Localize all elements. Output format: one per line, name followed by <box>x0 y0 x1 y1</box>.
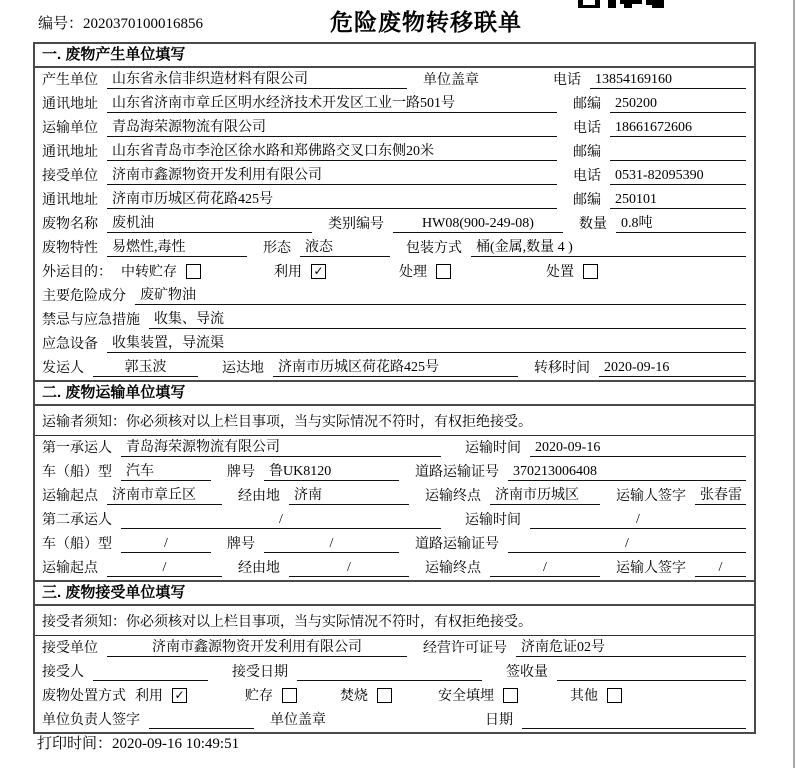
receiver-phone-value: 0531-82095390 <box>610 168 746 185</box>
carrier1-time-value: 2020-09-16 <box>530 440 746 457</box>
vehicle1-permit-label: 道路运输证号 <box>415 465 499 480</box>
purpose-utilize-label: 利用 <box>274 265 302 280</box>
vehicle1-type-value: 汽车 <box>121 460 211 481</box>
responsible-sign-value <box>149 712 254 729</box>
license-label: 经营许可证号 <box>423 641 507 656</box>
vehicle1-plate-value: 鲁UK8120 <box>264 460 399 481</box>
receiver-notice-row <box>35 606 754 636</box>
print-time-label: 打印时间： <box>37 736 113 752</box>
carrier1-row <box>35 436 754 460</box>
purpose-label: 外运目的： <box>42 265 112 280</box>
transfer-form <box>33 42 756 734</box>
disposal-landfill-checkbox <box>503 688 518 703</box>
serial-label: 编号： <box>38 16 84 32</box>
receive-date-label: 接受日期 <box>232 665 288 680</box>
vehicle2-plate-label: 牌号 <box>227 537 255 552</box>
taboo-row <box>35 308 754 332</box>
transporter-address-value: 山东省青岛市李沧区徐水路和郑佛路交叉口东侧20米 <box>107 140 557 161</box>
disposal-store-checkbox <box>282 688 297 703</box>
vehicle1-permit-value: 370213006408 <box>508 464 746 481</box>
print-time-value: 2020-09-16 10:49:51 <box>112 736 240 752</box>
purpose-treat-label: 处理 <box>399 265 427 280</box>
route2-via-value: / <box>289 560 409 577</box>
purpose-option-treat <box>399 261 546 281</box>
receiver-zip-value: 250101 <box>610 192 746 209</box>
hazard-row <box>35 284 754 308</box>
disposal-method-row <box>35 684 754 708</box>
producer-value: 山东省永信非织造材料有限公司 <box>107 68 407 89</box>
receiver-address-value: 济南市历城区荷花路425号 <box>107 188 557 209</box>
transporter-address-label: 通讯地址 <box>42 145 98 160</box>
waste-props-label: 废物特性 <box>42 241 98 256</box>
vehicle2-row <box>35 532 754 556</box>
receiving-unit-label: 接受单位 <box>42 641 98 656</box>
receiver-label: 接受单位 <box>42 169 98 184</box>
receiver-address-row <box>35 188 754 212</box>
waste-category-label: 类别编号 <box>328 217 384 232</box>
disposal-incinerate-label: 焚烧 <box>340 689 368 704</box>
purpose-option-dispose <box>546 261 598 281</box>
route2-origin-value: / <box>107 560 222 577</box>
receiver-zip-label: 邮编 <box>573 193 601 208</box>
producer-address-value: 山东省济南市章丘区明水经济技术开发区工业一路501号 <box>107 92 557 113</box>
carrier2-row <box>35 508 754 532</box>
transporter-phone-value: 18661672606 <box>610 120 746 137</box>
unit-stamp-label-bottom: 单位盖章 <box>270 713 326 728</box>
responsible-sign-row <box>35 708 754 732</box>
serial-number <box>38 12 203 33</box>
section3-header: 三. 废物接受单位填写 <box>35 580 754 606</box>
disposal-option-landfill <box>438 685 570 705</box>
shipper-row <box>35 356 754 380</box>
carrier1-time-label: 运输时间 <box>465 441 521 456</box>
carrier2-label: 第二承运人 <box>42 513 112 528</box>
destination-label: 运达地 <box>222 361 264 376</box>
route1-row <box>35 484 754 508</box>
waste-props-row <box>35 236 754 260</box>
route1-signature-value: 张春雷 <box>695 484 746 505</box>
carrier2-value: / <box>121 512 441 529</box>
waste-category-value: HW08(900-249-08) <box>393 216 563 233</box>
carrier2-time-label: 运输时间 <box>465 513 521 528</box>
equipment-row <box>35 332 754 356</box>
route1-origin-value: 济南市章丘区 <box>107 484 222 505</box>
disposal-option-store <box>245 685 340 705</box>
receiver-value: 济南市鑫源物资开发利用有限公司 <box>107 164 557 185</box>
disposal-option-utilize <box>135 685 245 705</box>
receiver-person-row <box>35 660 754 684</box>
responsible-sign-label: 单位负责人签字 <box>42 713 140 728</box>
disposal-other-label: 其他 <box>570 689 598 704</box>
vehicle2-type-value: / <box>121 536 211 553</box>
purpose-option-utilize <box>274 261 399 281</box>
route1-end-label: 运输终点 <box>425 489 481 504</box>
route1-via-value: 济南 <box>289 484 409 505</box>
producer-address-label: 通讯地址 <box>42 97 98 112</box>
route1-signature-label: 运输人签字 <box>616 489 686 504</box>
purpose-option-transfer <box>121 261 274 281</box>
transfer-date-value: 2020-09-16 <box>599 360 746 377</box>
packing-value: 桶(金属,数量 4 ) <box>471 236 746 257</box>
date-value <box>522 712 746 729</box>
producer-phone-value: 13854169160 <box>590 72 746 89</box>
receiver-person-label: 接受人 <box>42 665 84 680</box>
producer-phone-label: 电话 <box>553 73 581 88</box>
route2-via-label: 经由地 <box>238 561 280 576</box>
purpose-dispose-checkbox <box>583 264 598 279</box>
receiver-person-value <box>93 664 208 681</box>
license-value: 济南危证02号 <box>516 636 746 657</box>
route2-end-label: 运输终点 <box>425 561 481 576</box>
qr-code-fragment-icon <box>578 0 664 8</box>
vehicle1-plate-label: 牌号 <box>227 465 255 480</box>
purpose-transfer-checkbox <box>186 264 201 279</box>
disposal-utilize-label: 利用 <box>135 689 163 704</box>
transfer-date-label: 转移时间 <box>534 361 590 376</box>
waste-quantity-label: 数量 <box>579 217 607 232</box>
route1-end-value: 济南市历城区 <box>490 484 600 505</box>
receiving-unit-value: 济南市鑫源物资开发利用有限公司 <box>107 636 407 657</box>
purpose-utilize-checkbox: ✓ <box>311 264 326 279</box>
route2-row <box>35 556 754 580</box>
vehicle2-plate-value: / <box>264 536 399 553</box>
disposal-incinerate-checkbox <box>377 688 392 703</box>
waste-form-value: 液态 <box>300 236 390 257</box>
route2-signature-value: / <box>695 560 746 577</box>
transporter-address-row <box>35 140 754 164</box>
purpose-dispose-label: 处置 <box>546 265 574 280</box>
shipper-label: 发运人 <box>42 361 84 376</box>
disposal-method-label: 废物处置方式 <box>42 689 126 704</box>
receiving-unit-row <box>35 636 754 660</box>
section2-header: 二. 废物运输单位填写 <box>35 380 754 406</box>
transporter-zip-value <box>610 144 746 161</box>
transporter-phone-label: 电话 <box>573 121 601 136</box>
unit-stamp-label: 单位盖章 <box>423 73 479 88</box>
page-edge-divider <box>793 0 795 768</box>
receive-date-value <box>297 664 482 681</box>
producer-label: 产生单位 <box>42 73 98 88</box>
waste-props-value: 易燃性,毒性 <box>107 236 247 257</box>
producer-zip-value: 250200 <box>610 96 746 113</box>
carrier1-label: 第一承运人 <box>42 441 112 456</box>
receiver-phone-label: 电话 <box>573 169 601 184</box>
disposal-option-other <box>570 685 622 705</box>
transporter-notice-text: 运输者须知：你必须核对以上栏目事项，当与实际情况不符时，有权拒绝接受。 <box>42 414 532 430</box>
vehicle1-type-label: 车（船）型 <box>42 465 112 480</box>
date-label: 日期 <box>485 713 513 728</box>
print-time <box>37 732 239 753</box>
destination-value: 济南市历城区荷花路425号 <box>273 356 518 377</box>
received-qty-label: 签收量 <box>506 665 548 680</box>
waste-name-value: 废机油 <box>107 212 312 233</box>
carrier1-value: 青岛海荣源物流有限公司 <box>121 436 441 457</box>
carrier2-time-value: / <box>530 512 746 529</box>
section1-header: 一. 废物产生单位填写 <box>35 44 754 68</box>
route1-via-label: 经由地 <box>238 489 280 504</box>
transporter-notice-row <box>35 406 754 436</box>
route1-origin-label: 运输起点 <box>42 489 98 504</box>
purpose-treat-checkbox <box>436 264 451 279</box>
route2-signature-label: 运输人签字 <box>616 561 686 576</box>
transporter-zip-label: 邮编 <box>573 145 601 160</box>
waste-name-row <box>35 212 754 236</box>
shipper-value: 郭玉波 <box>93 356 198 377</box>
vehicle2-type-label: 车（船）型 <box>42 537 112 552</box>
transporter-row <box>35 116 754 140</box>
waste-name-label: 废物名称 <box>42 217 98 232</box>
vehicle1-row <box>35 460 754 484</box>
serial-value: 2020370100016856 <box>83 16 204 32</box>
equipment-value: 收集装置，导流渠 <box>107 332 746 353</box>
waste-quantity-value: 0.8吨 <box>616 212 746 233</box>
page-title: 危险废物转移联单 <box>330 10 522 35</box>
hazard-value: 废矿物油 <box>135 284 746 305</box>
disposal-utilize-checkbox: ✓ <box>172 688 187 703</box>
taboo-value: 收集、导流 <box>149 308 746 329</box>
equipment-label: 应急设备 <box>42 337 98 352</box>
transporter-value: 青岛海荣源物流有限公司 <box>107 116 557 137</box>
purpose-row <box>35 260 754 284</box>
route2-origin-label: 运输起点 <box>42 561 98 576</box>
producer-address-row <box>35 92 754 116</box>
producer-row <box>35 68 754 92</box>
receiver-address-label: 通讯地址 <box>42 193 98 208</box>
taboo-label: 禁忌与应急措施 <box>42 313 140 328</box>
vehicle2-permit-value: / <box>508 536 746 553</box>
waste-form-label: 形态 <box>263 241 291 256</box>
purpose-transfer-label: 中转贮存 <box>121 265 177 280</box>
received-qty-value <box>557 664 746 681</box>
packing-label: 包装方式 <box>406 241 462 256</box>
receiver-notice-text: 接受者须知：你必须核对以上栏目事项，当与实际情况不符时，有权拒绝接受。 <box>42 614 532 630</box>
disposal-store-label: 贮存 <box>245 689 273 704</box>
receiver-row <box>35 164 754 188</box>
transporter-label: 运输单位 <box>42 121 98 136</box>
vehicle2-permit-label: 道路运输证号 <box>415 537 499 552</box>
disposal-other-checkbox <box>607 688 622 703</box>
route2-end-value: / <box>490 560 600 577</box>
disposal-landfill-label: 安全填埋 <box>438 689 494 704</box>
producer-zip-label: 邮编 <box>573 97 601 112</box>
hazard-label: 主要危险成分 <box>42 289 126 304</box>
disposal-option-incinerate <box>340 685 438 705</box>
